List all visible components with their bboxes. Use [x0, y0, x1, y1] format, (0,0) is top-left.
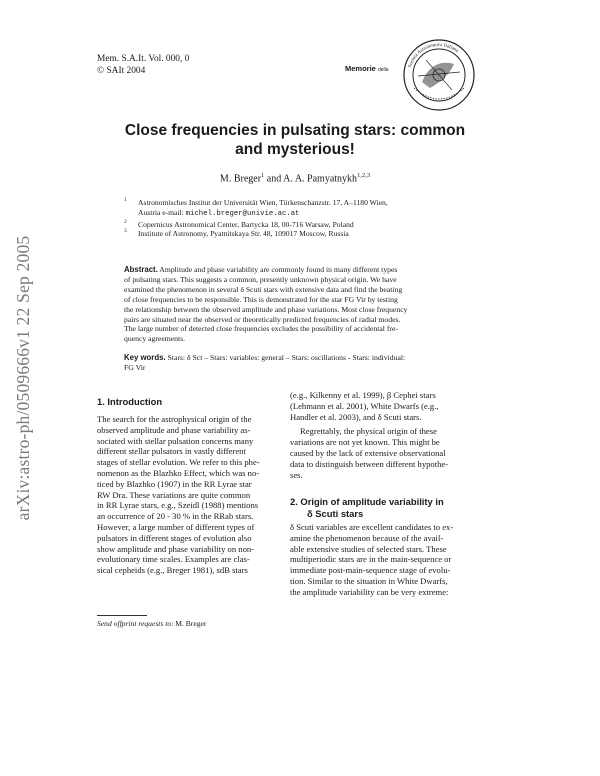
keywords-line: Stars: δ Sct – Stars: variables: general – Stars: oscillations - Stars: individual: — [167, 353, 406, 362]
affiliation-email[interactable]: michel.breger@univie.ac.at — [185, 209, 300, 218]
section-1-heading: 1. Introduction — [97, 396, 163, 407]
body-line: δ Scuti variables are excellent candidates to ex- — [290, 522, 454, 532]
body-line: Regrettably, the physical origin of these — [300, 426, 437, 437]
abstract-line: of pulsating stars. This suggests a common, presently unknown physical origin. We have — [124, 274, 397, 284]
abstract-line: of close frequencies to be responsible. This is demonstrated for the star FG Vir by testing — [124, 294, 398, 304]
title-line-1: Close frequencies in pulsating stars: common — [124, 122, 466, 139]
footnote-rule — [97, 615, 147, 616]
body-line: data to distinguish between different hypothe- — [290, 458, 449, 469]
section-2-heading-line-1: 2. Origin of amplitude variability in — [290, 496, 444, 507]
author-2-affil: 1,2,3 — [357, 172, 371, 179]
journal-volume: Mem. S.A.It. Vol. 000, 0 — [97, 54, 190, 64]
affiliation-number: 2 — [124, 218, 127, 225]
affiliation-3 — [124, 229, 474, 239]
right-column-continuation — [290, 390, 477, 480]
author-list — [96, 172, 494, 184]
body-line: show amplitude and phase variability on non- — [97, 543, 255, 554]
keywords-label: Key words. — [124, 353, 166, 362]
body-line: the amplitude variability can be very extreme: — [290, 586, 449, 597]
abstract-line: quency agreements. — [124, 334, 186, 344]
body-line: observed amplitude and phase variability as- — [97, 424, 251, 435]
logo-wordmark — [345, 64, 389, 73]
body-line: However, a large number of different types of — [97, 521, 255, 532]
abstract — [124, 265, 476, 344]
affiliation-2 — [124, 220, 474, 230]
affiliation-1 — [124, 198, 474, 220]
author-2: and A. A. Pamyatnykh — [264, 173, 358, 185]
logo-text: Memorie — [345, 64, 376, 73]
section-2-heading — [290, 496, 477, 519]
body-line: amine the phenomenon because of the avail- — [290, 532, 444, 543]
body-line: (Lehmann et al. 2001), White Dwarfs (e.g., — [290, 400, 439, 411]
body-line: tion. Similar to the situation in White Dwarfs, — [290, 575, 448, 586]
body-line: an occurrence of 20 - 30 % in the RRab stars. — [97, 511, 254, 522]
body-line: caused by the lack of extensive observational — [290, 447, 446, 458]
body-line: ticed by Blazhko (1907) in the RR Lyrae star — [97, 478, 252, 489]
keywords-line: FG Vir — [124, 362, 146, 372]
body-line: stages of stellar evolution. We refer to this phe- — [97, 457, 260, 468]
footnote-label: Send offprint requests to — [97, 619, 172, 628]
body-line: RW Dra. These variations are quite common — [97, 489, 251, 500]
abstract-line: The large number of detected close frequencies excludes the possibility of accidental fre- — [124, 324, 398, 334]
society-seal-logo — [402, 38, 476, 112]
affiliation-number: 1 — [124, 197, 127, 203]
body-line: variations are not yet known. This might be — [290, 437, 440, 448]
affiliations — [124, 198, 474, 239]
body-line: multiperiodic stars are in the main-sequence or — [290, 554, 452, 565]
body-line: immediate post-main-sequence stage of evolu- — [290, 565, 451, 576]
footnote — [97, 619, 206, 628]
abstract-line: pairs are situated near the observed or theoretically predicted frequencies of radial modes. — [124, 314, 401, 324]
title-line-2: and mysterious! — [235, 141, 355, 158]
body-line: sociated with stellar pulsation concerns many — [97, 435, 254, 446]
abstract-line: the relationship between the observed amplitude and phase variations. Most close frequency — [124, 304, 408, 314]
body-line: able extensive studies of selected stars. These — [290, 543, 447, 554]
body-line: evolutionary time scales. Examples are clas- — [97, 554, 250, 565]
abstract-line: examined the phenomenon in several δ Scuti stars with extensive data and find the beating — [124, 284, 403, 294]
affiliation-text: Copernicus Astronomical Center, Bartycka 18, 00-716 Warsaw, Poland — [138, 219, 354, 229]
logo-ring-text: Società Astronomica Italiana — [408, 43, 460, 69]
logo-small-text: della — [377, 67, 389, 73]
footnote-text: : M. Breger — [171, 619, 207, 628]
section-2-body — [290, 522, 477, 598]
section-2-heading-line-2: δ Scuti stars — [307, 507, 364, 519]
section-1-body — [97, 414, 280, 576]
body-line: nomenon as the Blazhko Effect, which was no- — [97, 467, 260, 478]
body-line: different stellar pulsators in vastly different — [97, 446, 246, 457]
body-line: in RR Lyrae stars, e.g., Szeidl (1988) mentions — [97, 500, 259, 511]
affiliation-text: Astronomisches Institut der Universität Wien, Türkenschanzstr. 17, A–1180 Wien, — [138, 198, 388, 207]
journal-header — [97, 53, 189, 77]
journal-copyright: © SAIt 2004 — [97, 66, 146, 76]
author-1-affil: 1 — [261, 172, 265, 179]
abstract-label: Abstract. — [124, 265, 158, 274]
abstract-line: Amplitude and phase variability are commonly found in many different types — [159, 265, 398, 274]
arxiv-stamp: arXiv:astro-ph/0509666v1 22 Sep 2005 — [13, 235, 33, 521]
affiliation-email-label: Austria e-mail: — [138, 207, 186, 217]
body-line: pulsators in different stages of evolution also — [97, 532, 252, 543]
body-line: The search for the astrophysical origin of the — [97, 414, 252, 424]
body-line: Handler et al. 2003), and δ Scuti stars. — [290, 411, 422, 422]
body-line: sical cepheids (e.g., Breger 1981), sdB stars — [97, 565, 248, 576]
keywords — [124, 353, 476, 373]
body-line: ses. — [290, 469, 303, 480]
author-1: M. Breger — [219, 173, 262, 185]
body-line: (e.g., Kilkenny et al. 1999), β Cephei stars — [290, 390, 436, 400]
paper-title — [96, 121, 494, 159]
affiliation-text: Institute of Astronomy, Pyatnitskaya Str. 48, 109017 Moscow, Russia — [138, 229, 349, 239]
affiliation-number: 3 — [124, 228, 127, 235]
